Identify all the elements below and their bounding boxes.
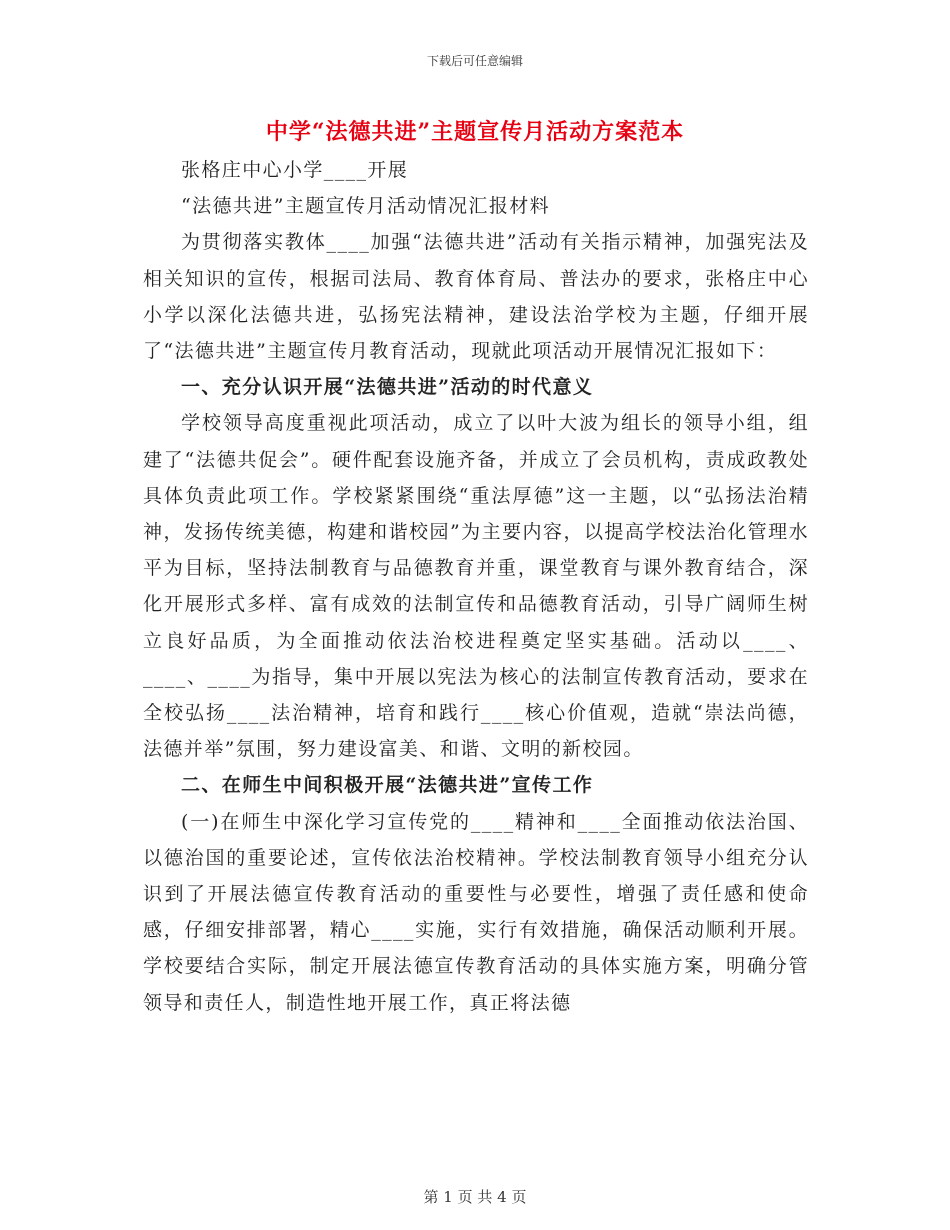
paragraph: 张格庄中心小学____开展	[181, 159, 409, 181]
section-heading: 一、充分认识开展“法德共进”活动的时代意义	[181, 376, 594, 399]
document-body	[143, 152, 809, 1021]
paragraph: 为贯彻落实教体____加强“法德共进”活动有关指示精神，加强宪法及相关知识的宣传，根据司法局、教育体育局、普法办的要求，张格庄中心小学以深化法德共进，弘扬宪法精神，建设法治学校为主题，仔细开展了“法德共进”主题宣传月教育活动，现就此项活动开展情况汇报如下：	[143, 231, 809, 363]
section-heading: 二、在师生中间积极开展“法德共进”宣传工作	[181, 774, 594, 797]
paragraph: 学校领导高度重视此项活动，成立了以叶大波为组长的领导小组，组建了“法德共促会”。硬件配套设施齐备，并成立了会员机构，责成政教处具体负责此项工作。学校紧紧围绕“重法厚德”这一主题，以“弘扬法治精神，发扬传统美德，构建和谐校园”为主要内容，以提高学校法治化管理水平为目标，坚持法制教育与品德教育并重，课堂教育与课外教育结合，深化开展形式多样、富有成效的法制宣传和品德教育活动，引导广阔师生树立良好品质，为全面推动依法治校进程奠定坚实基础。活动以____、____、____为指导，集中开展以宪法为核心的法制宣传教育活动，要求在全校弘扬____法治精神，培育和践行____核心价值观，造就“崇法尚德，法德并举”氛围，努力建设富美、和谐、文明的新校园。	[143, 412, 809, 761]
paragraph: (一)在师生中深化学习宣传党的____精神和____全面推动依法治国、以德治国的重要论述，宣传依法治校精神。学校法制教育领导小组充分认识到了开展法德宣传教育活动的重要性与必要性，增强了责任感和使命感，仔细安排部署，精心____实施，实行有效措施，确保活动顺利开展。学校要结合实际，制定开展法德宣传教育活动的具体实施方案，明确分管领导和责任人，制造性地开展工作，真正将法德	[143, 810, 809, 1014]
page-header-note: 下载后可任意编辑	[426, 54, 523, 68]
paragraph: “法德共进”主题宣传月活动情况汇报材料	[181, 195, 551, 218]
document-title: 中学“法德共进”主题宣传月活动方案范本	[265, 119, 685, 145]
page-number: 第 1 页 共 4 页	[423, 1188, 527, 1206]
